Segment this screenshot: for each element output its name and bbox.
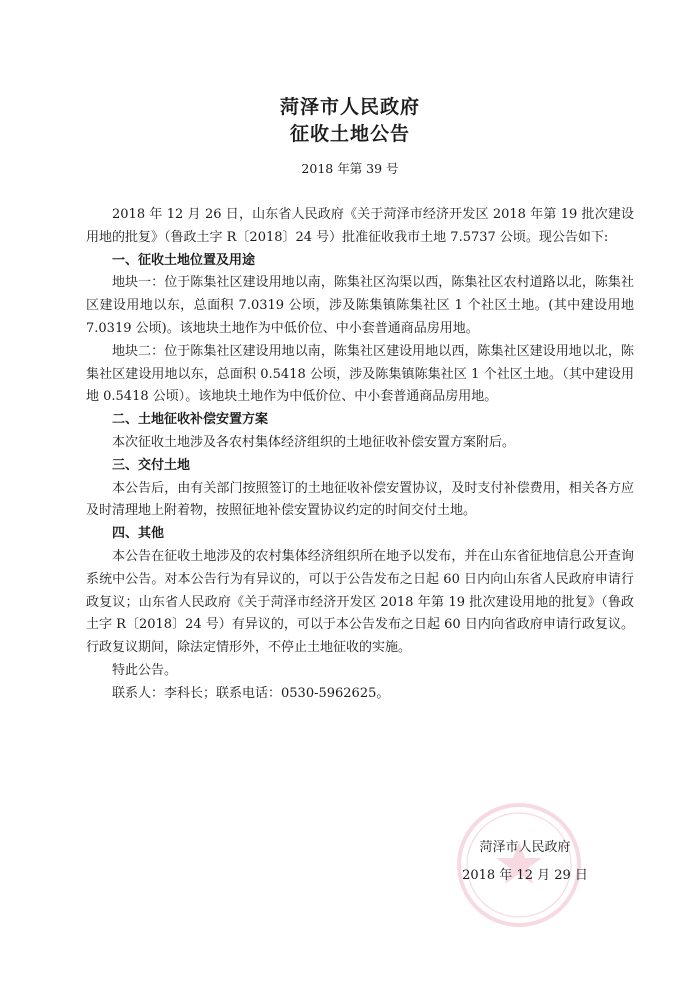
parcel-two-paragraph: 地块二：位于陈集社区建设用地以南，陈集社区建设用地以西，陈集社区建设用地以北，陈集社区建设用地以东，总面积 0.5418 公顷，涉及陈集镇陈集社区 1 个社区土地。（其中建设用地 0.5418 公顷）。该地块土地作为中低价位、中小套普通商品房用地。 xyxy=(86,343,634,405)
section-heading-location: 一、征收土地位置及用途 xyxy=(112,252,256,268)
section-heading-other: 四、其他 xyxy=(112,526,165,542)
compensation-paragraph: 本次征收土地涉及各农村集体经济组织的土地征收补偿安置方案附后。 xyxy=(112,434,516,450)
intro-paragraph: 2018 年 12 月 26 日，山东省人民政府《关于菏泽市经济开发区 2018 年第 19 批次建设用地的批复》（鲁政土字 R〔2018〕24 号）批准征收我市土地 7.5737 公顷。现公告如下: xyxy=(86,207,634,245)
section-heading-delivery: 三、交付土地 xyxy=(112,457,191,473)
notice-body xyxy=(86,204,634,706)
contact-line: 联系人：李科长；联系电话：0530-5962625。 xyxy=(112,685,390,701)
notice-title: 征收土地公告 xyxy=(289,123,410,145)
issuer-title: 菏泽市人民政府 xyxy=(279,96,420,118)
other-paragraph: 本公告在征收土地涉及的农村集体经济组织所在地予以发布，并在山东省征地信息公开查询系统中公告。对本公告行为有异议的，可以于公告发布之日起 60 日内向山东省人民政府申请行政复议；山东省人民政府《关于菏泽市经济开发区 2018 年第 19 批次建设用地的批复》（鲁政土字 R〔2018〕24 号）有异议的，可以于本公告发布之日起 60 日内向省政府申请行政复议。行政复议期间，除法定情形外，不停止土地征收的实施。 xyxy=(86,548,634,656)
parcel-one-paragraph: 地块一：位于陈集社区建设用地以南，陈集社区沟渠以西，陈集社区农村道路以北，陈集社区建设用地以东，总面积 7.0319 公顷，涉及陈集镇陈集社区 1 个社区土地。(其中建设用地 7.0319 公顷)。该地块土地作为中低价位、中小套普通商品房用地。 xyxy=(86,275,634,336)
delivery-paragraph: 本公告后，由有关部门按照签订的土地征收补偿安置协议，及时支付补偿费用，相关各方应及时清理地上附着物，按照征地补偿安置协议约定的时间交付土地。 xyxy=(86,480,634,519)
signature-organization: 菏泽市人民政府 xyxy=(479,840,571,855)
signature-date: 2018 年 12 月 29 日 xyxy=(462,868,588,883)
document-number: 2018 年第 39 号 xyxy=(301,161,399,176)
section-heading-compensation: 二、土地征收补偿安置方案 xyxy=(112,412,269,428)
closing-phrase: 特此公告。 xyxy=(112,662,178,678)
